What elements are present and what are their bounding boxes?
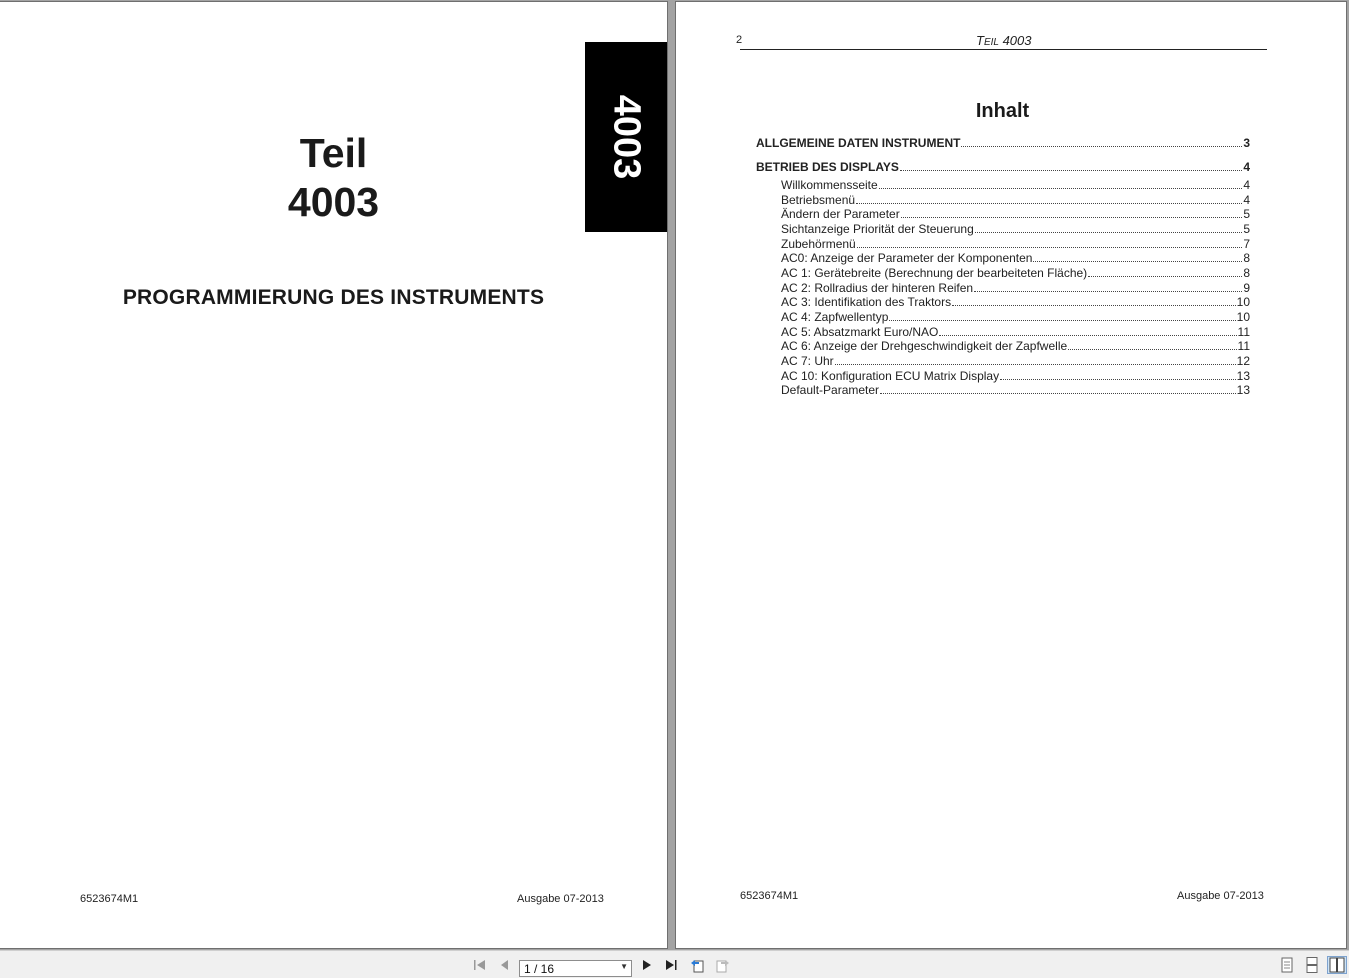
toc-entry-page: 9 bbox=[1243, 281, 1250, 295]
toc-dot-leader bbox=[952, 304, 1236, 306]
toc-entry-page: 5 bbox=[1243, 222, 1250, 236]
toc-entry-label: Sichtanzeige Priorität der Steuerung bbox=[781, 222, 974, 236]
document-page-cover bbox=[0, 2, 667, 948]
toc-entry-label: Willkommensseite bbox=[781, 178, 878, 192]
toc-dot-leader bbox=[880, 392, 1236, 394]
go-back-icon[interactable] bbox=[689, 957, 705, 973]
continuous-view-icon[interactable] bbox=[1304, 957, 1320, 973]
header-rule bbox=[740, 49, 1267, 50]
toc-entry-page: 8 bbox=[1243, 251, 1250, 265]
toc-entry-label: Ändern der Parameter bbox=[781, 207, 900, 221]
toc-entry[interactable] bbox=[781, 354, 1250, 368]
toc-entry[interactable] bbox=[781, 251, 1250, 265]
toc-entry-label: BETRIEB DES DISPLAYS bbox=[756, 160, 899, 174]
toc-entry-label: AC 7: Uhr bbox=[781, 354, 834, 368]
header-title-smallcaps: EIL bbox=[983, 37, 999, 48]
toc-entry-page: 13 bbox=[1236, 369, 1250, 383]
toc-entry-label: AC 2: Rollradius der hinteren Reifen bbox=[781, 281, 974, 295]
chevron-down-icon[interactable]: ▼ bbox=[620, 962, 628, 971]
toc-entry-page: 13 bbox=[1236, 383, 1250, 397]
toc-entry[interactable] bbox=[781, 237, 1250, 251]
toc-entry-page: 11 bbox=[1237, 339, 1250, 353]
toc-entry[interactable] bbox=[781, 310, 1250, 324]
last-page-icon[interactable] bbox=[663, 957, 679, 973]
facing-pages-view-icon[interactable] bbox=[1328, 957, 1346, 973]
toc-entry-label: ALLGEMEINE DATEN INSTRUMENT bbox=[756, 136, 961, 150]
toc-entry[interactable] bbox=[781, 383, 1250, 397]
cover-title bbox=[0, 129, 667, 227]
toc-entry[interactable] bbox=[781, 281, 1250, 295]
toc-section-entry[interactable] bbox=[756, 160, 1250, 174]
toc-dot-leader bbox=[961, 145, 1242, 147]
toc-entry-label: AC 6: Anzeige der Drehgeschwindigkeit der Zapfwelle bbox=[781, 339, 1068, 353]
toc-entry-label: AC 5: Absatzmarkt Euro/NAO bbox=[781, 325, 939, 339]
toc-entry-page: 12 bbox=[1236, 354, 1250, 368]
toc-entry-page: 5 bbox=[1243, 207, 1250, 221]
toc-dot-leader bbox=[857, 246, 1243, 248]
toc-entry[interactable] bbox=[781, 178, 1250, 192]
toc-entry-page: 4 bbox=[1243, 160, 1250, 174]
toc-dot-leader bbox=[835, 363, 1236, 365]
toc-dot-leader bbox=[889, 319, 1235, 321]
toc-entry-label: Betriebsmenü bbox=[781, 193, 856, 207]
toc-entry[interactable] bbox=[781, 222, 1250, 236]
toc-entry-label: AC 1: Gerätebreite (Berechnung der bearbeiteten Fläche) bbox=[781, 266, 1088, 280]
toc-entry-label: AC 4: Zapfwellentyp bbox=[781, 310, 889, 324]
next-page-icon[interactable] bbox=[639, 957, 655, 973]
footer-edition: Ausgabe 07-2013 bbox=[1177, 890, 1264, 902]
toc-entry[interactable] bbox=[781, 207, 1250, 221]
toc-entry-page: 11 bbox=[1237, 325, 1250, 339]
toc-entry-page: 4 bbox=[1243, 178, 1250, 192]
footer-part-number: 6523674M1 bbox=[740, 890, 799, 902]
footer-edition: Ausgabe 07-2013 bbox=[517, 893, 604, 905]
header-title-number: 4003 bbox=[998, 33, 1032, 48]
toc-entry-page: 10 bbox=[1236, 295, 1250, 309]
footer-part-number: 6523674M1 bbox=[80, 893, 139, 905]
toc-entry-page: 4 bbox=[1243, 193, 1250, 207]
toc-section-entry[interactable] bbox=[756, 136, 1250, 150]
toc-entry-label: AC 3: Identifikation des Traktors bbox=[781, 295, 952, 309]
page-number-select[interactable] bbox=[519, 960, 632, 977]
toc-entry-label: Default-Parameter bbox=[781, 383, 880, 397]
go-forward-icon[interactable] bbox=[715, 957, 731, 973]
toc-dot-leader bbox=[974, 290, 1242, 292]
toc-entry[interactable] bbox=[781, 193, 1250, 207]
cover-title-line1: Teil bbox=[299, 130, 368, 176]
toc-dot-leader bbox=[1033, 260, 1242, 262]
header-page-number: 2 bbox=[736, 34, 743, 46]
toc-entry-page: 10 bbox=[1236, 310, 1250, 324]
toc-entry[interactable] bbox=[781, 325, 1250, 339]
toc-entry-label: AC 10: Konfiguration ECU Matrix Display bbox=[781, 369, 1000, 383]
toc-entry-page: 3 bbox=[1243, 136, 1250, 150]
first-page-icon[interactable] bbox=[472, 957, 488, 973]
navigation-toolbar bbox=[0, 950, 1349, 978]
toc-dot-leader bbox=[975, 231, 1243, 233]
toc-dot-leader bbox=[879, 187, 1243, 189]
toc-dot-leader bbox=[1068, 348, 1236, 350]
document-page-contents bbox=[676, 2, 1346, 948]
previous-page-icon[interactable] bbox=[496, 957, 512, 973]
toc-dot-leader bbox=[1088, 275, 1242, 277]
toc-dot-leader bbox=[856, 202, 1242, 204]
page-number-value: 1 / 16 bbox=[524, 962, 555, 976]
toc-entry-label: Zubehörmenü bbox=[781, 237, 856, 251]
toc-entry-page: 8 bbox=[1243, 266, 1250, 280]
header-title bbox=[976, 33, 1032, 48]
section-tab-label: 4003 bbox=[605, 94, 648, 180]
toc-entry[interactable] bbox=[781, 339, 1250, 353]
toc-dot-leader bbox=[1000, 378, 1236, 380]
header-title-initial: T bbox=[976, 33, 984, 48]
toc-entry[interactable] bbox=[781, 295, 1250, 309]
cover-title-line2: 4003 bbox=[287, 179, 380, 225]
cover-subtitle: PROGRAMMIERUNG DES INSTRUMENTS bbox=[122, 286, 545, 309]
toc-entry[interactable] bbox=[781, 369, 1250, 383]
toc-dot-leader bbox=[939, 334, 1236, 336]
toc-entry[interactable] bbox=[781, 266, 1250, 280]
toc-heading: Inhalt bbox=[975, 100, 1030, 122]
toc-entry-page: 7 bbox=[1243, 237, 1250, 251]
toc-dot-leader bbox=[901, 216, 1243, 218]
toc-entry-label: AC0: Anzeige der Parameter der Komponenten bbox=[781, 251, 1033, 265]
toc-dot-leader bbox=[900, 169, 1242, 171]
single-page-view-icon[interactable] bbox=[1279, 957, 1295, 973]
